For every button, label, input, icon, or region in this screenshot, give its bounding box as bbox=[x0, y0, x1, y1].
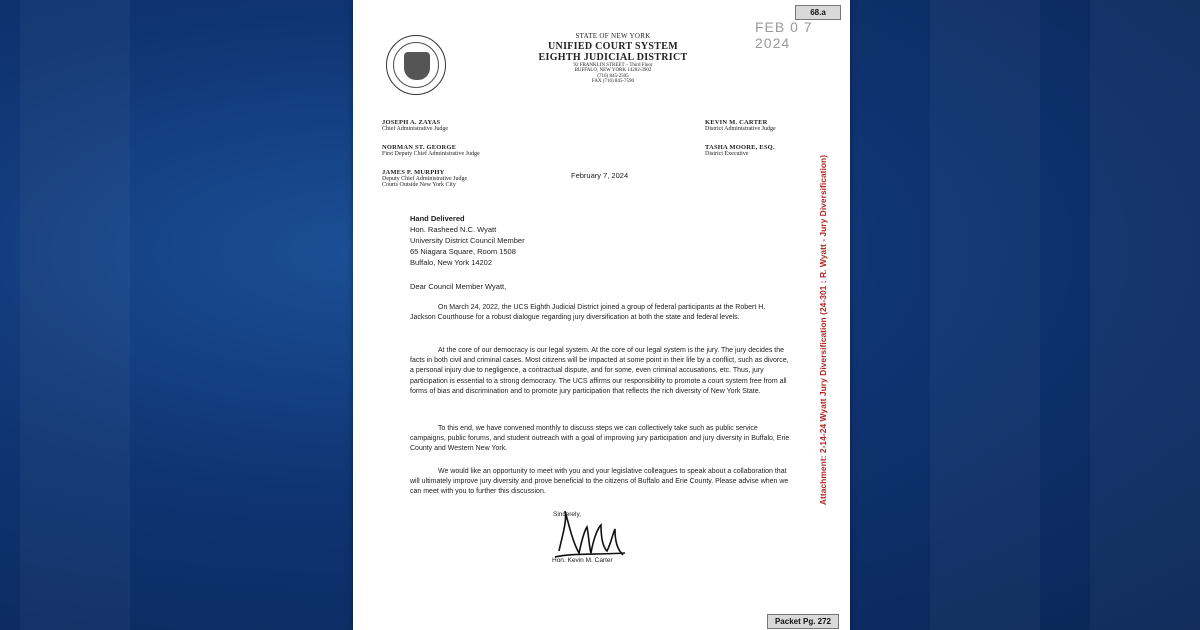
body-paragraph: We would like an opportunity to meet with you and your legislative colleagues to speak about a collaboration that will ultimately improve jury diversity and prove beneficial to the citizens of Buffalo and Erie County. Please advise when we can meet with you to further this discussion. bbox=[410, 468, 789, 496]
letterhead-phone1: (716) 845-2505 bbox=[597, 73, 629, 79]
background-stripe bbox=[930, 0, 1040, 630]
handwritten-signature bbox=[553, 503, 633, 563]
judge-block-zayas bbox=[382, 119, 448, 132]
letterhead bbox=[463, 33, 763, 85]
judge-name: JAMES P. MURPHY bbox=[382, 169, 445, 176]
recipient-role: University District Council Member bbox=[410, 236, 525, 245]
packet-page-number: Packet Pg. 272 bbox=[767, 614, 839, 629]
judge-block-carter bbox=[705, 119, 776, 132]
letterhead-fax: FAX (716) 845-7590 bbox=[591, 79, 635, 85]
recipient-address bbox=[410, 213, 525, 268]
judge-block-st-george bbox=[382, 144, 480, 157]
letter-page bbox=[353, 0, 850, 630]
recipient-street: 65 Niagara Square, Room 1508 bbox=[410, 247, 516, 256]
closing: Sincerely, bbox=[553, 511, 582, 518]
judge-title: Deputy Chief Administrative Judge bbox=[382, 176, 468, 182]
judge-title: Chief Administrative Judge bbox=[382, 126, 448, 132]
letterhead-district: EIGHTH JUDICIAL DISTRICT bbox=[538, 51, 688, 63]
judge-name: TASHA MOORE, ESQ. bbox=[705, 144, 775, 151]
letterhead-state: STATE OF NEW YORK bbox=[575, 32, 651, 40]
received-date-stamp: FEB 0 7 2024 bbox=[755, 19, 813, 51]
letterhead-system: UNIFIED COURT SYSTEM bbox=[548, 40, 678, 52]
judge-name: NORMAN ST. GEORGE bbox=[382, 144, 457, 151]
judge-title: District Executive bbox=[705, 151, 749, 157]
judge-name: KEVIN M. CARTER bbox=[705, 119, 768, 126]
salutation: Dear Council Member Wyatt, bbox=[410, 282, 507, 291]
body-paragraph: On March 24, 2022, the UCS Eighth Judicial District joined a group of federal participants at the Robert H. Jackson Courthouse for a robust dialogue regarding jury diversification at both the state and federal levels. bbox=[410, 304, 766, 322]
letter-date: February 7, 2024 bbox=[571, 171, 629, 180]
exhibit-badge: 68.a bbox=[795, 5, 841, 20]
background-stripe bbox=[20, 0, 130, 630]
attachment-label: Attachment: 2-14-24 Wyatt Jury Diversification (24-301 : R. Wyatt - Jury Diversification) bbox=[818, 154, 828, 506]
delivery-method: Hand Delivered bbox=[410, 214, 465, 223]
letterhead-address1: 92 FRANKLIN STREET – Third Floor bbox=[573, 62, 653, 68]
judge-block-murphy bbox=[382, 169, 467, 188]
letterhead-address2: BUFFALO, NEW YORK 14202-3902 bbox=[574, 68, 652, 74]
body-paragraph: At the core of our democracy is our legal system. At the core of our legal system is the jury. The jury decides the facts in both civil and criminal cases. Most citizens will be impacted at some point in their life by a conflict, such as divorce, a personal injury due to negligence, a contractual dispute, and for some, even criminal accusations, etc. Thus, jury participation is essential to a strong democracy. The UCS affirms our responsibility to promote a court system free from all forms of bias and discrimination and to promote jury participation that reflects the rich diversity of New York State. bbox=[410, 347, 789, 395]
judge-title-secondary: Courts Outside New York City bbox=[382, 182, 456, 188]
body-paragraph: To this end, we have convened monthly to discuss steps we can collectively take such as public service campaigns, public forums, and student outreach with a goal of improving jury participation and jury diversity in Buffalo, Erie County and Western New York. bbox=[410, 425, 790, 453]
judge-title: District Administrative Judge bbox=[705, 126, 776, 132]
seal-emblem-icon bbox=[404, 52, 430, 80]
judge-name: JOSEPH A. ZAYAS bbox=[382, 119, 441, 126]
recipient-city: Buffalo, New York 14202 bbox=[410, 258, 493, 267]
judge-title: First Deputy Chief Administrative Judge bbox=[382, 151, 480, 157]
judge-block-moore bbox=[705, 144, 775, 157]
background-stripe bbox=[1090, 0, 1200, 630]
recipient-name: Hon. Rasheed N.C. Wyatt bbox=[410, 225, 497, 234]
new-york-state-seal bbox=[386, 35, 446, 95]
signer-name: Hon. Kevin M. Carter bbox=[552, 557, 613, 564]
